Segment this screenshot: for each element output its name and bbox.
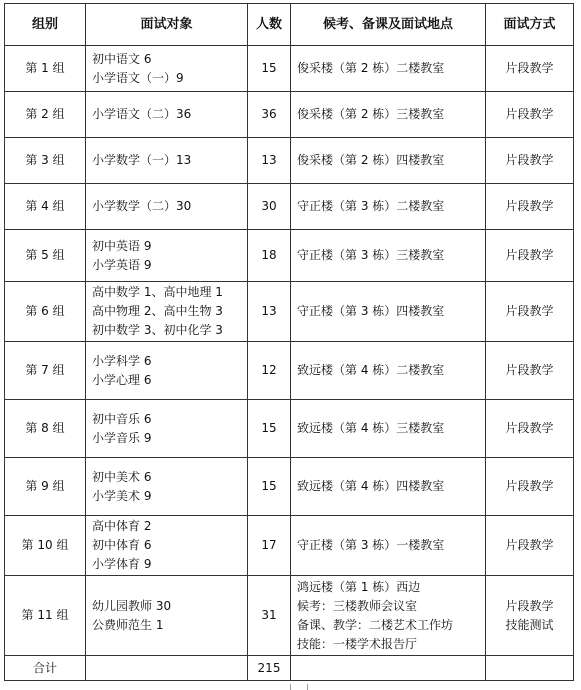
table-row — [5, 184, 574, 230]
subjects-cell — [86, 46, 248, 92]
total-count: 215 — [248, 656, 291, 681]
method-cell — [486, 282, 574, 342]
page-edge-marker — [290, 684, 308, 690]
subjects-cell-line: 初中体育 6 — [92, 538, 152, 552]
header-row — [5, 4, 574, 46]
method-cell-line: 片段教学 — [505, 598, 554, 613]
subjects-cell — [86, 516, 248, 576]
total-empty-cell — [291, 656, 486, 681]
group-cell: 第 7 组 — [5, 342, 86, 400]
method-cell — [486, 46, 574, 92]
group-cell: 第 6 组 — [5, 282, 86, 342]
location-cell-line: 致远楼（第 4 栋）三楼教室 — [297, 421, 445, 435]
subjects-cell-line: 小学体育 9 — [92, 557, 152, 571]
subjects-cell-line: 初中语文 6 — [92, 51, 152, 66]
count-cell: 31 — [248, 576, 291, 656]
location-cell-line: 俊采楼（第 2 栋）四楼教室 — [297, 153, 445, 167]
subjects-cell — [86, 342, 248, 400]
method-cell-line: 片段教学 — [505, 479, 554, 493]
group-cell: 第 11 组 — [5, 576, 86, 656]
method-cell-line: 片段教学 — [505, 538, 554, 552]
group-cell: 第 4 组 — [5, 184, 86, 230]
table-row — [5, 46, 574, 92]
location-cell-line: 备课、教学：二楼艺术工作坊 — [297, 617, 454, 632]
table-row — [5, 458, 574, 516]
group-cell: 第 3 组 — [5, 138, 86, 184]
subjects-cell-line: 小学数学（二）30 — [92, 199, 192, 213]
subjects-cell-line: 小学心理 6 — [92, 372, 152, 387]
location-cell — [291, 138, 486, 184]
method-cell-line: 片段教学 — [505, 421, 554, 435]
subjects-cell-line: 小学语文（二）36 — [92, 107, 192, 121]
method-cell — [486, 458, 574, 516]
location-cell-line: 守正楼（第 3 栋）一楼教室 — [297, 538, 445, 552]
location-cell-line: 候考：三楼教师会议室 — [297, 598, 418, 613]
method-cell-line: 片段教学 — [505, 61, 554, 75]
location-cell-line: 鸿远楼（第 1 栋）西边 — [297, 579, 421, 594]
group-cell: 第 5 组 — [5, 230, 86, 282]
header-location: 候考、备课及面试地点 — [291, 4, 486, 46]
subjects-cell-line: 高中数学 1、高中地理 1 — [92, 285, 223, 299]
table-row — [5, 230, 574, 282]
subjects-cell-line: 初中英语 9 — [92, 238, 152, 253]
count-cell: 30 — [248, 184, 291, 230]
location-cell — [291, 46, 486, 92]
location-cell-line: 俊采楼（第 2 栋）三楼教室 — [297, 107, 445, 121]
subjects-cell-line: 小学语文（一）9 — [92, 70, 184, 85]
subjects-cell-line: 小学音乐 9 — [92, 430, 152, 445]
count-cell: 18 — [248, 230, 291, 282]
total-empty-cell — [486, 656, 574, 681]
location-cell-line: 致远楼（第 4 栋）四楼教室 — [297, 479, 445, 493]
count-cell: 12 — [248, 342, 291, 400]
location-cell — [291, 576, 486, 656]
group-cell: 第 2 组 — [5, 92, 86, 138]
header-subjects: 面试对象 — [86, 4, 248, 46]
subjects-cell-line: 小学英语 9 — [92, 257, 152, 272]
method-cell — [486, 400, 574, 458]
subjects-cell-line: 幼儿园教师 30 — [92, 598, 172, 613]
method-cell-line: 片段教学 — [505, 199, 554, 213]
subjects-cell — [86, 138, 248, 184]
method-cell-line: 片段教学 — [505, 304, 554, 318]
location-cell-line: 守正楼（第 3 栋）二楼教室 — [297, 199, 445, 213]
method-cell — [486, 576, 574, 656]
group-cell: 第 8 组 — [5, 400, 86, 458]
location-cell-line: 守正楼（第 3 栋）四楼教室 — [297, 304, 445, 318]
count-cell: 15 — [248, 400, 291, 458]
subjects-cell — [86, 400, 248, 458]
location-cell — [291, 92, 486, 138]
method-cell — [486, 516, 574, 576]
total-row — [5, 656, 574, 681]
subjects-cell — [86, 282, 248, 342]
method-cell — [486, 342, 574, 400]
group-cell: 第 10 组 — [5, 516, 86, 576]
table-row — [5, 576, 574, 656]
subjects-cell-line: 高中体育 2 — [92, 519, 152, 533]
location-cell-line: 守正楼（第 3 栋）三楼教室 — [297, 248, 445, 262]
header-count: 人数 — [248, 4, 291, 46]
location-cell — [291, 282, 486, 342]
subjects-cell — [86, 458, 248, 516]
method-cell — [486, 92, 574, 138]
location-cell-line: 俊采楼（第 2 栋）二楼教室 — [297, 61, 445, 75]
table-row — [5, 516, 574, 576]
table-row — [5, 282, 574, 342]
subjects-cell-line: 初中美术 6 — [92, 469, 152, 484]
subjects-cell-line: 小学美术 9 — [92, 488, 152, 503]
group-cell: 第 9 组 — [5, 458, 86, 516]
method-cell — [486, 230, 574, 282]
method-cell-line: 技能测试 — [505, 617, 554, 632]
table-row — [5, 92, 574, 138]
location-cell-line: 技能：一楼学术报告厅 — [297, 636, 418, 651]
method-cell — [486, 138, 574, 184]
subjects-cell — [86, 184, 248, 230]
location-cell-line: 致远楼（第 4 栋）二楼教室 — [297, 363, 445, 377]
subjects-cell — [86, 576, 248, 656]
count-cell: 15 — [248, 458, 291, 516]
location-cell — [291, 458, 486, 516]
location-cell — [291, 230, 486, 282]
subjects-cell-line: 小学数学（一）13 — [92, 153, 192, 167]
location-cell — [291, 342, 486, 400]
location-cell — [291, 516, 486, 576]
method-cell — [486, 184, 574, 230]
count-cell: 15 — [248, 46, 291, 92]
subjects-cell-line: 公费师范生 1 — [92, 617, 164, 632]
count-cell: 13 — [248, 282, 291, 342]
interview-schedule-table — [4, 3, 574, 681]
subjects-cell-line: 初中音乐 6 — [92, 411, 152, 426]
total-label: 合计 — [5, 656, 86, 681]
header-group: 组别 — [5, 4, 86, 46]
subjects-cell-line: 小学科学 6 — [92, 353, 152, 368]
location-cell — [291, 400, 486, 458]
subjects-cell — [86, 230, 248, 282]
header-method: 面试方式 — [486, 4, 574, 46]
total-empty-cell — [86, 656, 248, 681]
group-cell: 第 1 组 — [5, 46, 86, 92]
count-cell: 36 — [248, 92, 291, 138]
location-cell — [291, 184, 486, 230]
method-cell-line: 片段教学 — [505, 363, 554, 377]
count-cell: 13 — [248, 138, 291, 184]
table-row — [5, 138, 574, 184]
method-cell-line: 片段教学 — [505, 153, 554, 167]
subjects-cell-line: 初中数学 3、初中化学 3 — [92, 323, 223, 337]
subjects-cell-line: 高中物理 2、高中生物 3 — [92, 304, 223, 318]
table-row — [5, 342, 574, 400]
count-cell: 17 — [248, 516, 291, 576]
method-cell-line: 片段教学 — [505, 248, 554, 262]
table-row — [5, 400, 574, 458]
method-cell-line: 片段教学 — [505, 107, 554, 121]
subjects-cell — [86, 92, 248, 138]
